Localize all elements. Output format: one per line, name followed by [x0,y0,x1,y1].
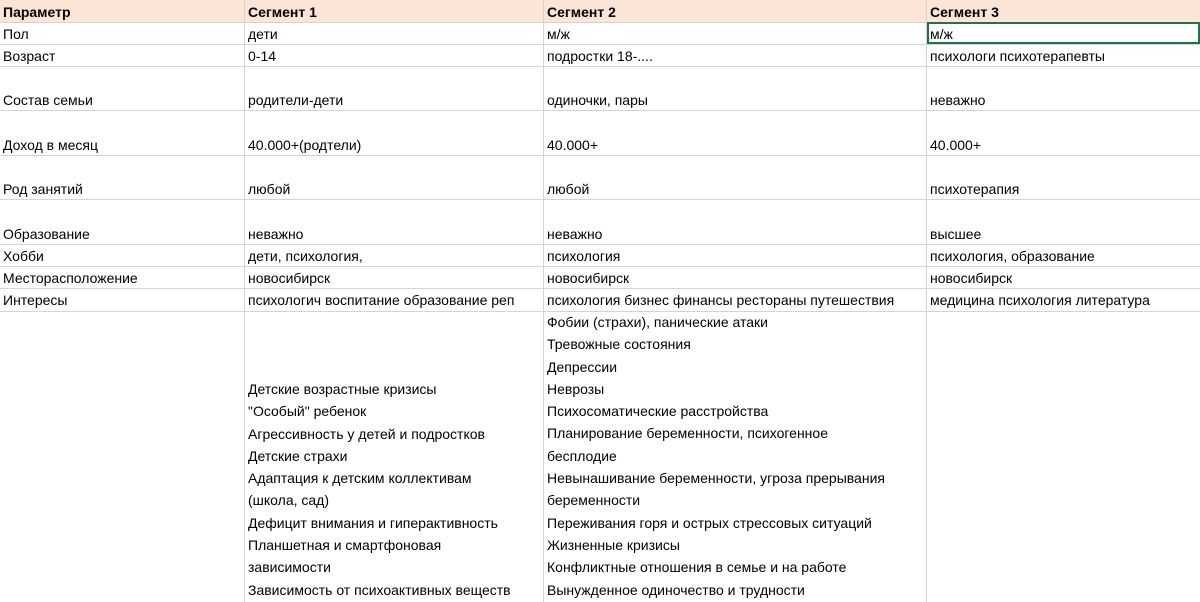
cell-segment-2[interactable]: психология бизнес финансы рестораны путешествия [547,292,895,308]
cell-param[interactable]: Месторасположение [3,270,138,286]
list-item: Психосоматические расстройства [547,403,769,420]
header-cell-segment-1[interactable]: Сегмент 1 [248,4,317,20]
cell-segment-2[interactable]: любой [547,181,590,197]
cell-segment-1[interactable]: родители-дети [248,92,344,108]
cell-segment-3[interactable]: новосибирск [930,270,1013,286]
cell-segment-2[interactable]: неважно [547,226,603,242]
cell-param[interactable]: Состав семьи [3,92,93,108]
cell-param[interactable]: Возраст [3,48,56,64]
list-item: Фобии (страхи), панические атаки [547,314,768,330]
list-item: Зависимость от психоактивных веществ [248,581,511,598]
cell-segment-3[interactable]: неважно [930,92,986,108]
cell-segment-1[interactable]: дети [248,26,278,42]
cell-param[interactable]: Интересы [3,292,68,308]
list-item: Жизненные кризисы [547,536,680,553]
cell-segment-3[interactable]: медицина психология литература [930,292,1150,308]
active-cell-selection[interactable] [927,22,1200,44]
cell-segment-1[interactable]: неважно [248,226,304,242]
cell-segment-1[interactable]: новосибирск [248,270,331,286]
list-item: "Особый" ребенок [248,403,367,420]
cell-segment-2[interactable]: 40.000+ [547,137,598,153]
list-item: Депрессии [547,358,618,375]
cell-segment-1[interactable]: психологич воспитание образование реп [248,292,515,308]
list-item: Агрессивность у детей и подростков [248,425,485,442]
list-item: (школа, сад) [248,492,330,509]
cell-segment-3[interactable]: психология, образование [930,248,1095,264]
cell-segment-3-selected[interactable]: м/ж [930,26,953,42]
cell-segment-2[interactable]: подростки 18-.... [547,48,653,64]
list-item: Невынашивание беременности, угроза прерывания [547,470,885,487]
list-item: Планшетная и смартфоновая [248,537,442,554]
header-cell-segment-2[interactable]: Сегмент 2 [547,4,616,20]
header-cell-segment-3[interactable]: Сегмент 3 [930,4,999,20]
cell-segment-1[interactable]: 40.000+(родтели) [248,137,362,153]
cell-segment-1[interactable]: дети, психология, [248,248,363,264]
segment-2-problems-cell[interactable] [544,311,926,601]
cell-segment-3[interactable]: психотерапия [930,181,1020,197]
list-item: Дефицит внимания и гиперактивность [248,514,498,531]
cell-segment-2[interactable]: одиночки, пары [547,92,648,108]
list-item: Детские страхи [248,447,348,464]
list-item: бесплодие [547,447,617,464]
list-item: Конфликтные отношения в семье и на работе [547,559,847,576]
list-item: Детские возрастные кризисы [248,381,437,397]
list-item: беременности [547,492,641,509]
cell-segment-3[interactable]: 40.000+ [930,137,981,153]
cell-param[interactable]: Пол [3,26,29,42]
cell-segment-3[interactable]: психологи психотерапевты [930,48,1105,64]
cell-segment-1[interactable]: 0-14 [248,48,277,64]
list-item: Переживания горя и острых стрессовых ситуаций [547,514,872,531]
cell-segment-2[interactable]: новосибирск [547,270,630,286]
list-item: зависимости [248,559,331,576]
header-cell-parameter[interactable]: Параметр [3,4,71,20]
cell-param[interactable]: Образование [3,226,90,242]
cell-segment-1[interactable]: любой [248,181,291,197]
cell-segment-3[interactable]: высшее [930,226,982,242]
cell-segment-2[interactable]: м/ж [547,26,570,42]
list-item: Тревожные состояния [547,336,691,353]
list-item: Вынужденное одиночество и трудности [547,581,805,598]
list-item: Адаптация к детским коллективам [248,470,472,487]
list-item: Неврозы [547,380,605,397]
segment-1-problems-cell[interactable] [245,378,543,601]
cell-param[interactable]: Доход в месяц [3,137,98,153]
cell-segment-2[interactable]: психология [547,248,621,264]
cell-param[interactable]: Род занятий [3,181,83,197]
cell-param[interactable]: Хобби [3,248,44,264]
list-item: Планирование беременности, психогенное [547,425,828,442]
